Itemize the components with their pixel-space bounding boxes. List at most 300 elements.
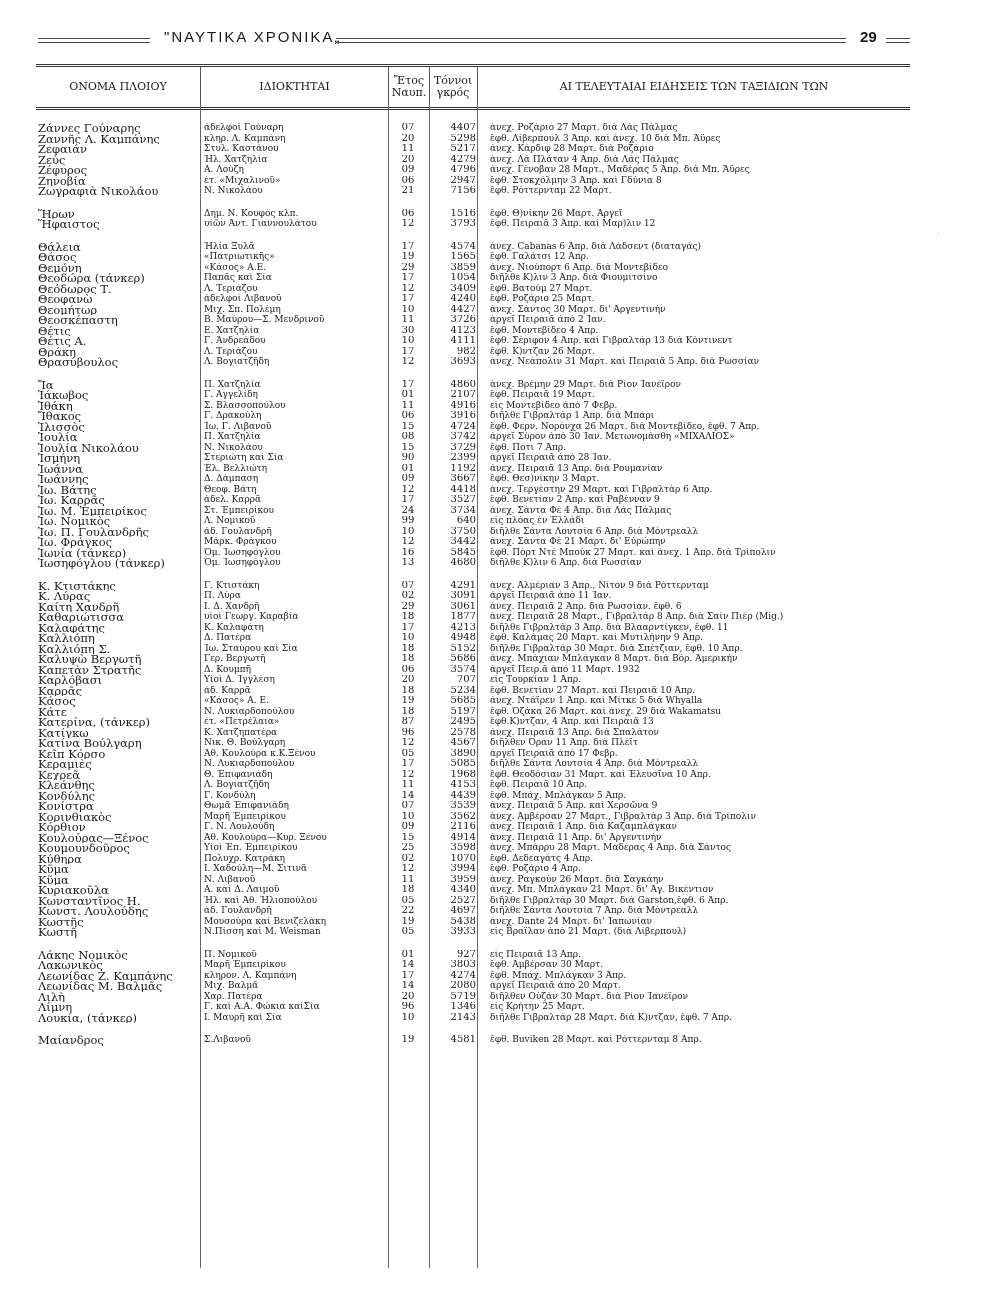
- voyage-news-cell: ἀνεχ. Σάντος 30 Μαρτ. δι' Ἀργεντινήν: [490, 304, 666, 315]
- build-year-cell: 10: [401, 1012, 415, 1023]
- owner-cell: Νικ. Θ. Βούλγαρη: [204, 738, 286, 748]
- tonnage-cell: 3793: [450, 219, 476, 229]
- build-year-cell: 12: [401, 769, 415, 780]
- tonnage-cell: 3859: [450, 262, 476, 273]
- voyage-news-cell: ἀνεχ. Μπάχιαν Μπλάγκαν 8 Μαρτ. διὰ Βόρ. Ἀμερικήν: [490, 654, 738, 664]
- build-year-cell: 15: [401, 832, 415, 843]
- voyage-news-cell: εἰς Κρήτην 25 Μαρτ.: [490, 1002, 585, 1012]
- table-row: [36, 875, 910, 886]
- table-row: [36, 759, 910, 770]
- build-year-cell: 17: [401, 379, 415, 390]
- col-header-owners: ΙΔΙΟΚΤΗΤΑΙ: [259, 80, 330, 93]
- voyage-news-cell: ἔφθ. Ἀμβέρσαν 30 Μαρτ.: [490, 960, 604, 970]
- build-year-cell: 12: [401, 864, 415, 874]
- voyage-news-cell: ἀνεχ. Βρέμην 29 Μαρτ. διὰ Ρίον Ἰανέϊρον: [490, 379, 681, 390]
- ship-name: Λάκης Νομικὸς: [38, 949, 128, 960]
- tonnage-cell: 3693: [450, 357, 476, 367]
- owner-cell: Μάρκ. Φράγκου: [204, 537, 277, 547]
- table-row: [36, 917, 910, 928]
- voyage-news-cell: ἔφθ. Ρόττερνταμ 22 Μαρτ.: [490, 186, 612, 196]
- tonnage-cell: 2116: [450, 822, 476, 832]
- build-year-cell: 11: [401, 400, 415, 411]
- tonnage-cell: 3803: [450, 960, 476, 970]
- owner-cell: Ι. Δ. Χανδρῆ: [204, 601, 260, 612]
- owner-cell: Σ. Βλασσοπούλου: [204, 400, 286, 411]
- group-spacer: [36, 938, 910, 950]
- table-row: [36, 252, 910, 263]
- voyage-news-cell: ἀνεχ. Cabanas 6 Ἀπρ. διὰ Λάδσεντ (διαταγάς): [490, 241, 702, 252]
- build-year-cell: 19: [401, 916, 415, 927]
- build-year-cell: 17: [401, 273, 415, 283]
- voyage-news-cell: ἔφθ. Πειραιᾶ 19 Μαρτ.: [490, 390, 595, 400]
- owner-cell: Γ. Κτιστάκη: [204, 580, 260, 591]
- tonnage-cell: 4111: [450, 336, 476, 346]
- build-year-cell: 15: [401, 442, 415, 453]
- tonnage-cell: 3409: [450, 283, 476, 294]
- tonnage-cell: 1516: [450, 208, 476, 219]
- ship-name: Κωνσταντῖνος Η.: [38, 895, 141, 906]
- owner-cell: Ἰω. Γ. Λιβανοῦ: [204, 421, 272, 432]
- ship-name: Ζαννῆς Λ. Καμπάνης: [38, 133, 160, 144]
- table-row: [36, 284, 910, 295]
- owner-cell: Ὁμ. Ἰωσηφόγλου: [204, 547, 281, 558]
- build-year-cell: 18: [401, 612, 415, 622]
- voyage-news-cell: ἀργεῖ Πειραιᾶ ἀπὸ 28 Ἰαν.: [490, 453, 612, 463]
- table-row: [36, 155, 910, 166]
- owner-cell: ἀδελφοὶ Λιβανοῦ: [204, 294, 282, 304]
- owner-cell: Δημ. Ν. Κουφὸς κλπ.: [204, 208, 299, 219]
- owner-cell: ἀδ. Γουλανδρῆ: [204, 906, 272, 916]
- owner-cell: Ι. Χαδούλη—Μ. Σιτινᾶ: [204, 864, 308, 874]
- build-year-cell: 18: [401, 685, 415, 696]
- ship-name: Ἰωάννης: [38, 474, 89, 485]
- voyage-news-cell: διῆλθε Γιβραλτάρ 30 Μαρτ. διὰ Garston,ἔφθ. 6 Ἀπρ.: [490, 895, 729, 906]
- table-row: [36, 495, 910, 506]
- voyage-news-cell: διῆλθε Γιβραλτάρ 1 Ἀπρ. διὰ Μπάρι: [490, 411, 655, 421]
- tonnage-cell: 3729: [450, 442, 476, 453]
- voyage-news-cell: ἔφθ. Ροζάριο 25 Μαρτ.: [490, 294, 595, 304]
- tonnage-cell: 2143: [450, 1012, 476, 1023]
- table-row: [36, 305, 910, 316]
- tonnage-cell: 3061: [450, 601, 476, 612]
- owner-cell: Παπᾶς καὶ Σία: [204, 273, 272, 283]
- voyage-news-cell: ἔφθ. Βενετίαν 2 Ἀπρ. καὶ Ραβένναν 9: [490, 495, 660, 505]
- ship-name: Θεόδωρος Τ.: [38, 283, 112, 294]
- build-year-cell: 90: [401, 453, 415, 463]
- owner-cell: Γ. Ν. Λουλούδη: [204, 822, 275, 832]
- ship-name: Κάτε: [38, 706, 67, 717]
- voyage-news-cell: ἀνεχ. Ροζάριο 27 Μαρτ. διὰ Λάς Πάλμας: [490, 123, 678, 133]
- tonnage-cell: 4581: [450, 1035, 476, 1045]
- owner-cell: Λ. Τεριάζου: [204, 346, 258, 357]
- col-header-name: ΟΝΟΜΑ ΠΛΟΙΟΥ: [69, 80, 167, 93]
- ship-name: Ζεύς: [38, 154, 66, 165]
- build-year-cell: 17: [401, 759, 415, 769]
- voyage-news-cell: ἔφθ. Βατούμ 27 Μαρτ.: [490, 283, 593, 294]
- ship-table-body: [36, 123, 910, 1046]
- owner-cell: Γ. καὶ Α.Α. Φώκια καὶΣία: [204, 1002, 320, 1012]
- voyage-news-cell: ἔφθ. Buviken 28 Μαρτ. καὶ Ρόττερνταμ 8 Ἀπρ.: [490, 1035, 702, 1045]
- owner-cell: «Πατριωτικῆς»: [204, 252, 275, 262]
- owner-cell: Α. Λούζη: [204, 165, 244, 175]
- table-row: [36, 422, 910, 433]
- ship-name: Θεοδώρα (τάνκερ): [38, 273, 145, 284]
- tonnage-cell: 3562: [450, 811, 476, 822]
- build-year-cell: 09: [401, 822, 415, 832]
- ship-name: Κουλούρας—Ξένος: [38, 832, 149, 843]
- owner-cell: Θεοφ. Βάτη: [204, 484, 257, 495]
- ship-name: Ἰωάννα: [38, 463, 83, 474]
- table-row: [36, 981, 910, 992]
- ship-name: Ἰω. Π. Γουλανδρῆς: [38, 526, 149, 537]
- owner-cell: Γερ. Βεργωτῆ: [204, 654, 266, 664]
- ship-name: Λεωνίδας Ζ. Καμπάνης: [38, 970, 173, 981]
- voyage-news-cell: διῆλθεν Ὀράν 11 Ἀπρ. διὰ Πλέϊτ: [490, 738, 638, 748]
- voyage-news-cell: ἔφθ. Θεσ)νίκην 3 Μαρτ.: [490, 474, 600, 484]
- ship-name: Θέτις Α.: [38, 336, 87, 347]
- build-year-cell: 17: [401, 346, 415, 357]
- build-year-cell: 20: [401, 675, 415, 685]
- tonnage-cell: 4407: [450, 123, 476, 133]
- voyage-news-cell: ἔφθ. Πειραιᾶ 3 Ἀπρ. καὶ Μαρ)λιν 12: [490, 219, 656, 229]
- build-year-cell: 12: [401, 537, 415, 547]
- voyage-news-cell: ἀνεχ. Κάρδιφ 28 Μαρτ. διὰ Ροζάριο: [490, 144, 654, 154]
- table-row: [36, 696, 910, 707]
- tonnage-cell: 5686: [450, 654, 476, 664]
- owner-cell: Στ. Ἐμπειρίκου: [204, 505, 275, 516]
- owner-cell: Π. Νομικοῦ: [204, 949, 257, 960]
- ship-name: Κατερίνα, (τάνκερ): [38, 717, 151, 728]
- table-row: [36, 1035, 910, 1046]
- build-year-cell: 21: [401, 186, 415, 196]
- build-year-cell: 18: [401, 643, 415, 654]
- tonnage-cell: 4860: [450, 379, 476, 390]
- group-spacer: [36, 230, 910, 242]
- build-year-cell: 13: [401, 558, 415, 568]
- owner-cell: ἑτ. «Μιχαλινοῦ»: [204, 175, 281, 186]
- voyage-news-cell: ἀνεχ. Νιούπορτ 6 Ἀπρ. διὰ Μοντεβίδεο: [490, 262, 669, 273]
- tonnage-cell: 1968: [450, 769, 476, 780]
- tonnage-cell: 2399: [450, 453, 476, 463]
- tonnage-cell: 1070: [450, 853, 476, 864]
- tonnage-cell: 982: [456, 346, 476, 357]
- build-year-cell: 10: [401, 336, 415, 346]
- header-rule-left: [38, 38, 150, 43]
- tonnage-cell: 2495: [450, 717, 476, 727]
- build-year-cell: 22: [401, 906, 415, 916]
- table-row: [36, 537, 910, 548]
- ship-name: Ἴα: [38, 379, 54, 390]
- build-year-cell: 14: [401, 790, 415, 801]
- table-row: [36, 294, 910, 305]
- table-row: [36, 864, 910, 875]
- owner-cell: Ν. Λιβανοῦ: [204, 874, 256, 885]
- group-spacer: [36, 368, 910, 380]
- voyage-news-cell: ἀνεχ. Πειραιᾶ 1 Ἀπρ. διὰ Καζαμπλάγκαν: [490, 822, 678, 832]
- voyage-news-cell: ἀνεχ. Ραγκούν 26 Μαρτ. διὰ Σαγκάην: [490, 874, 664, 885]
- ship-name: Ἰω. Βάτης: [38, 484, 97, 495]
- build-year-cell: 06: [401, 664, 415, 675]
- voyage-news-cell: εἰς Βραΐλαν ἀπὸ 21 Μαρτ. (διὰ Λίβερπουλ): [490, 927, 687, 937]
- build-year-cell: 17: [401, 241, 415, 252]
- tonnage-cell: 5234: [450, 685, 476, 696]
- voyage-news-cell: διῆλθε Σάντα Λουτσία 4 Ἀπρ. διὰ Μόντρεαλλ: [490, 759, 699, 769]
- ship-name: Κῦμα: [38, 864, 69, 875]
- build-year-cell: 18: [401, 885, 415, 895]
- tonnage-cell: 5217: [450, 144, 476, 154]
- table-row: [36, 686, 910, 697]
- owner-cell: Ν. Λυκιαρδοπούλου: [204, 706, 295, 717]
- tonnage-cell: 4291: [450, 580, 476, 591]
- voyage-news-cell: διῆλθε Σάντα Λουτσία 6 Ἀπρ. διὰ Μόντρεαλλ: [490, 526, 699, 537]
- voyage-news-cell: ἀργεῖ Πειραιᾶ ἀπὸ 17 Φεβρ.: [490, 748, 618, 759]
- voyage-news-cell: ἀνεχ. Πειραιᾶ 5 Ἀπρ. καὶ Χερσῶνα 9: [490, 801, 658, 811]
- build-year-cell: 01: [401, 949, 415, 960]
- table-row: [36, 357, 910, 368]
- build-year-cell: 07: [401, 580, 415, 591]
- table-row: [36, 992, 910, 1003]
- tonnage-cell: 5685: [450, 696, 476, 706]
- tonnage-cell: 3442: [450, 537, 476, 547]
- voyage-news-cell: διῆλθε Σάντα Λουτσία 7 Ἀπρ. διὰ Μόντρεαλλ: [490, 906, 699, 916]
- owner-cell: Ἠλ. καὶ Ἀθ. Ἡλιοπούλου: [204, 895, 318, 906]
- tonnage-cell: 3933: [450, 927, 476, 937]
- table-header: [36, 64, 910, 110]
- voyage-news-cell: ἔφθ. Θεοδόσιαν 31 Μαρτ. καὶ Ἐλευσῖνα 10 Ἀπρ.: [490, 769, 711, 780]
- tonnage-cell: 7156: [450, 186, 476, 196]
- ship-name: Καλυψὼ Βεργωτῆ: [38, 654, 142, 665]
- ship-name: Κορινθιακὸς: [38, 811, 112, 822]
- table-row: [36, 770, 910, 781]
- voyage-news-cell: ἀργεῖ Πειραιᾶ ἀπὸ 2 Ἰαν.: [490, 315, 606, 325]
- build-year-cell: 17: [401, 970, 415, 981]
- tonnage-cell: 4948: [450, 633, 476, 643]
- table-row: [36, 516, 910, 527]
- owner-cell: Στυλ. Καστάνου: [204, 144, 279, 154]
- build-year-cell: 19: [401, 1035, 415, 1045]
- voyage-news-cell: ἔφθ. Κ)ντζαν 26 Μαρτ.: [490, 346, 595, 357]
- owner-cell: Κ. Χατζηπατέρα: [204, 727, 278, 738]
- build-year-cell: 12: [401, 484, 415, 495]
- voyage-news-cell: ἀνεχ. Ἀλμέριαν 3 Ἀπρ., Νίτον 9 διὰ Ρόττερνταμ: [490, 580, 709, 591]
- group-spacer: [36, 197, 910, 209]
- tonnage-cell: 3598: [450, 843, 476, 853]
- tonnage-cell: 4274: [450, 970, 476, 981]
- build-year-cell: 11: [401, 874, 415, 885]
- voyage-news-cell: ἀνεχ. Σάντα Φὲ 21 Μαρτ. δι' Εὐρώπην: [490, 537, 666, 547]
- owner-cell: Ἀθ. Κουλούρα—Κυρ. Ξένου: [204, 832, 327, 843]
- owner-cell: «Κάσος» Α.Ε.: [204, 262, 267, 273]
- build-year-cell: 09: [401, 474, 415, 484]
- voyage-news-cell: εἰς πλόας ἐν Ἑλλάδι: [490, 516, 585, 526]
- table-row: [36, 242, 910, 253]
- ship-name: Κωστῆς: [38, 916, 84, 927]
- build-year-cell: 96: [401, 1002, 415, 1012]
- table-row: [36, 749, 910, 760]
- voyage-news-cell: ἀνεχ. Γένοβαν 28 Μαρτ., Μαδέρας 5 Ἀπρ. διὰ Μπ. Ἄϋρες: [490, 165, 750, 175]
- table-row: [36, 432, 910, 443]
- voyage-news-cell: ἀνεχ. Ντάϊρεν 1 Ἀπρ. καὶ Μίτκε 5 διὰ Whyalla: [490, 696, 703, 706]
- build-year-cell: 07: [401, 123, 415, 133]
- table-row: [36, 602, 910, 613]
- build-year-cell: 10: [401, 811, 415, 822]
- table-row: [36, 506, 910, 517]
- build-year-cell: 01: [401, 390, 415, 400]
- table-row: [36, 315, 910, 326]
- owner-cell: Μαρῆ Ἐμπειρίκου: [204, 811, 286, 822]
- voyage-news-cell: ἀνεχ. Πειραιᾶ 28 Μαρτ., Γιβραλτὰρ 8 Ἀπρ. διὰ Σαὶν Πιὲρ (Mig.): [490, 612, 784, 622]
- ship-name: Κατίνα Βούλγαρη: [38, 738, 142, 749]
- owner-cell: Ν. Λυκιαρδοπούλου: [204, 759, 295, 769]
- ship-name: Κονίστρα: [38, 801, 94, 812]
- owner-cell: Λ. Τεριάζου: [204, 283, 258, 294]
- build-year-cell: 87: [401, 717, 415, 727]
- owner-cell: Μαρῆ Ἐμπειρίκου: [204, 960, 286, 970]
- table-row: [36, 581, 910, 592]
- table-row: [36, 654, 910, 665]
- ship-name: Ἰάκωβος: [38, 390, 89, 401]
- owner-cell: Χαρ. Πατέρα: [204, 991, 263, 1002]
- voyage-news-cell: διῆλθεν Οὐζάν 30 Μαρτ. διὰ Ρίον Ἰανέϊρον: [490, 991, 689, 1002]
- voyage-news-cell: εἰς Πειραιᾶ 13 Ἀπρ.: [490, 949, 581, 960]
- build-year-cell: 29: [401, 262, 415, 273]
- table-row: [36, 717, 910, 728]
- tonnage-cell: 3574: [450, 664, 476, 675]
- ship-name: Καπετὰν Στρατῆς: [38, 664, 142, 675]
- voyage-news-cell: ἀνεχ. Dante 24 Μαρτ. δι' Ἰαπωνίαν: [490, 916, 653, 927]
- ship-name: Κεχρεᾶ: [38, 769, 81, 780]
- build-year-cell: 12: [401, 357, 415, 367]
- owner-cell: Γ. Ἀνδρεάδου: [204, 336, 266, 346]
- ship-name: Θέτις: [38, 325, 71, 336]
- tonnage-cell: 3750: [450, 526, 476, 537]
- ship-name: Ζάννες Γούναρης: [38, 123, 141, 134]
- ship-name: Ἥρων: [38, 208, 75, 219]
- table-row: [36, 165, 910, 176]
- voyage-news-cell: ἀνεχ. Πειραιᾶ 13 Ἀπρ. διὰ Σπαλάτον: [490, 727, 659, 738]
- build-year-cell: 24: [401, 505, 415, 516]
- voyage-news-cell: ἔφθ. Μπάχ. Μπλάγκαν 5 Ἀπρ.: [490, 790, 627, 801]
- table-row: [36, 612, 910, 623]
- build-year-cell: 05: [401, 895, 415, 906]
- voyage-news-cell: ἀργεῖ Πειραιᾶ ἀπὸ 20 Μαρτ.: [490, 981, 621, 991]
- tonnage-cell: 3091: [450, 591, 476, 601]
- build-year-cell: 15: [401, 421, 415, 432]
- owner-cell: Ν. Νικολάου: [204, 186, 263, 196]
- table-row: [36, 443, 910, 454]
- table-row: [36, 176, 910, 187]
- owner-cell: Π. Λύρα: [204, 591, 241, 601]
- build-year-cell: 17: [401, 495, 415, 505]
- tonnage-cell: 4123: [450, 325, 476, 336]
- owner-cell: Λ. Βογιατζῆδη: [204, 357, 270, 367]
- ship-name: Κύθηρα: [38, 853, 82, 864]
- voyage-news-cell: ἀργεῖ Πειρ.ᾶ ἀπὸ 11 Μαρτ. 1932: [490, 664, 640, 675]
- build-year-cell: 20: [401, 154, 415, 165]
- tonnage-cell: 4340: [450, 885, 476, 895]
- table-row: [36, 558, 910, 569]
- ship-name: Μαίανδρος: [38, 1035, 104, 1046]
- owner-cell: Λ. Νομικοῦ: [204, 516, 256, 526]
- voyage-news-cell: ἔφθ. Στοκχόλμην 3 Ἀπρ. καὶ Γδύνια 8: [490, 175, 662, 186]
- ship-name: Ζωγραφιὰ Νικολάου: [38, 186, 159, 197]
- owner-cell: Α. καὶ Δ. Λαιμοῦ: [204, 885, 280, 895]
- table-row: [36, 1013, 910, 1024]
- ship-name: Ἰω. Μ. Ἐμπειρίκος: [38, 505, 147, 516]
- owner-cell: Θ. Ἐπιφανιάδη: [204, 769, 273, 780]
- ship-name: Ζέφυρος: [38, 165, 88, 176]
- ship-name: Ζεφαιάν: [38, 144, 88, 155]
- ship-name: Λεωνίδας Μ. Βαλμᾶς: [38, 981, 163, 992]
- owner-cell: ἑτ. «Πετρέλαια»: [204, 717, 280, 727]
- voyage-news-cell: ἀργεῖ Σύρον ἀπὸ 30 Ἰαν. Μετωνομάσθη «ΜΙΧΑΛΙΟΣ»: [490, 432, 735, 442]
- table-row: [36, 548, 910, 559]
- owner-cell: Κ. Καλαφάτη: [204, 622, 264, 633]
- tonnage-cell: 3726: [450, 315, 476, 325]
- ship-name: Ἰσμήνη: [38, 453, 81, 464]
- voyage-news-cell: εἰς Μοντεβίδεο ἀπὸ 7 Φεβρ.: [490, 400, 618, 411]
- table-row: [36, 347, 910, 358]
- owner-cell: Μιχ. Βαλμᾶ: [204, 981, 259, 991]
- owner-cell: Ν. Νικολάου: [204, 442, 263, 453]
- table-row: [36, 453, 910, 464]
- owner-cell: ἀδ. Καρρᾶ: [204, 685, 251, 696]
- tonnage-cell: 3890: [450, 748, 476, 759]
- ship-name: Κάσος: [38, 696, 76, 707]
- table-row: [36, 485, 910, 496]
- build-year-cell: 12: [401, 738, 415, 748]
- owner-cell: Υἱοὶ Ἐπ. Ἐμπειρίκου: [204, 843, 298, 853]
- build-year-cell: 12: [401, 283, 415, 294]
- tonnage-cell: 2947: [450, 175, 476, 186]
- build-year-cell: 07: [401, 801, 415, 811]
- voyage-news-cell: ἔφθ. Θ)νίκην 26 Μαρτ. Ἀργεῖ: [490, 208, 623, 219]
- voyage-news-cell: ἔφθ. Πόρτ Ντὲ Μπούκ 27 Μαρτ. καὶ ἀνεχ. 1 Ἀπρ. διὰ Τρίπολιν: [490, 547, 776, 558]
- voyage-news-cell: ἔφθ. Ὀζάκα 26 Μαρτ. καὶ ἀνεχ. 29 διὰ Wakamatsu: [490, 706, 722, 717]
- voyage-news-cell: διῆλθε Κ)λιν 3 Ἀπρ. διὰ Φιουμιτσίνο: [490, 273, 658, 283]
- build-year-cell: 05: [401, 927, 415, 937]
- table-row: [36, 186, 910, 197]
- tonnage-cell: 640: [456, 516, 476, 526]
- build-year-cell: 16: [401, 547, 415, 558]
- table-row: [36, 123, 910, 134]
- ship-name: Θεμόνη: [38, 262, 82, 273]
- owner-cell: Δ. Δάμπαση: [204, 474, 259, 484]
- ship-name: Κωστῆ: [38, 927, 78, 938]
- tonnage-cell: 4724: [450, 421, 476, 432]
- tonnage-cell: 4567: [450, 738, 476, 748]
- ship-name: Κῦμα: [38, 874, 69, 885]
- ship-name: Λουκία, (τάνκερ): [38, 1012, 137, 1023]
- owner-cell: «Κάσος» Α. Ε.: [204, 696, 269, 706]
- tonnage-cell: 3539: [450, 801, 476, 811]
- voyage-news-cell: ἔφθ. Σέριφον 4 Ἀπρ. καὶ Γιβραλτάρ 13 διὰ Κόντινεντ: [490, 336, 733, 346]
- owner-cell: Ἰω. Σταύρου καὶ Σία: [204, 643, 298, 654]
- table-row: [36, 263, 910, 274]
- ship-name: Κ. Λύρας: [38, 591, 91, 602]
- owner-cell: Ἠλία Ξυλᾶ: [204, 241, 255, 252]
- voyage-news-cell: ἀργεῖ Πειραιᾶ ἀπὸ 11 Ἰαν.: [490, 591, 612, 601]
- ship-name: Κεῖπ Κόρσο: [38, 748, 106, 759]
- table-row: [36, 411, 910, 422]
- ship-name: Κόρθιον: [38, 822, 86, 833]
- owner-cell: ἀδελ. Καρρᾶ: [204, 495, 262, 505]
- voyage-news-cell: ἀνεχ. Μπάρρυ 28 Μαρτ. Μαδέρας 4 Ἀπρ. διὰ Σάντος: [490, 843, 732, 853]
- tonnage-cell: 1346: [450, 1002, 476, 1012]
- tonnage-cell: 1192: [450, 463, 476, 474]
- ship-name: Καλαφάτης: [38, 622, 105, 633]
- ship-name: Λιλὴ: [38, 991, 65, 1002]
